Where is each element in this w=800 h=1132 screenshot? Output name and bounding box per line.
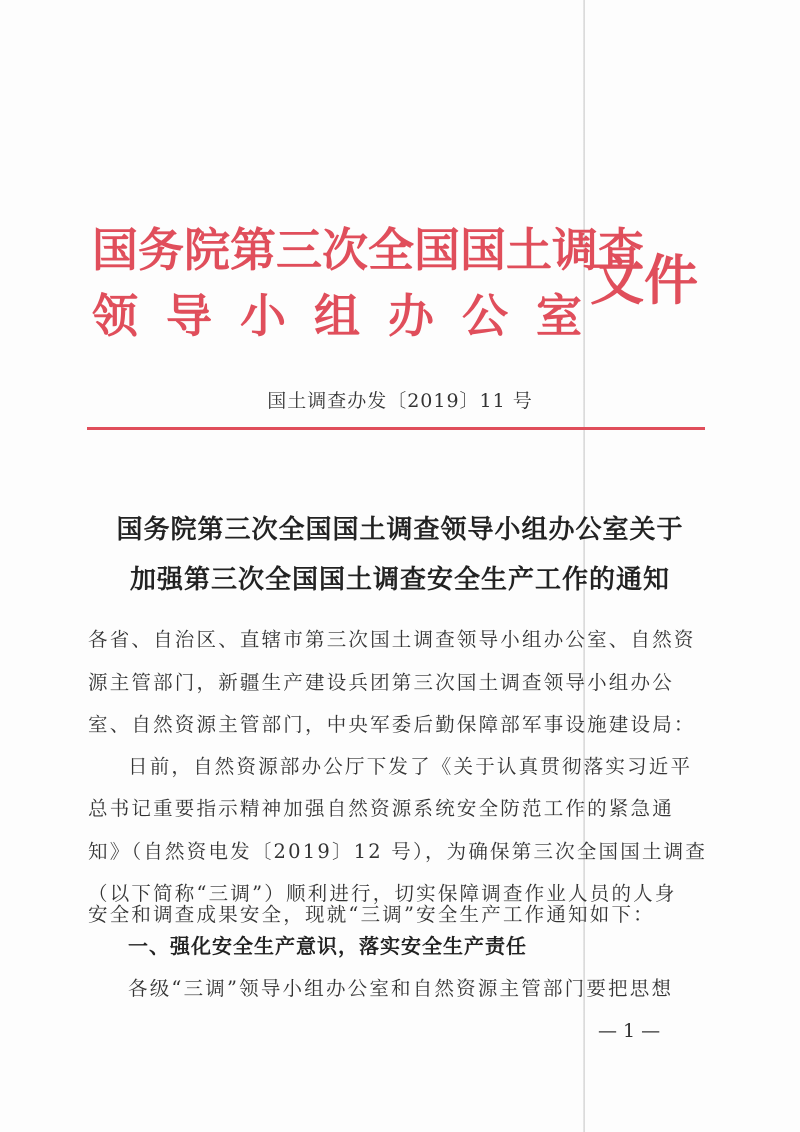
header-doc-word: 文件 [590,248,698,312]
document-title-line1: 国务院第三次全国国土调查领导小组办公室关于 [116,515,684,545]
body-line: （以下简称“三调”）顺利进行，切实保障调查作业人员的人身 [88,882,677,905]
body-line: 知》（自然资电发〔2019〕12 号），为确保第三次全国国土调查 [88,840,708,863]
body-line: 日前，自然资源部办公厅下发了《关于认真贯彻落实习近平 [128,755,693,778]
body-line: 源主管部门，新疆生产建设兵团第三次国土调查领导小组办公 [88,671,674,694]
page-number: — 1 — [598,1020,661,1042]
section-heading: 一、强化安全生产意识，落实安全生产责任 [128,934,527,958]
header-org-line2: 领导小组办公室 [92,289,610,343]
body-line: 安全和调查成果安全，现就“三调”安全生产工作通知如下： [88,903,655,926]
header-org-line1: 国务院第三次全国国土调查 [92,223,644,277]
body-line: 各级“三调”领导小组办公室和自然资源主管部门要把思想 [128,977,674,1000]
red-divider-line [87,427,705,430]
body-line: 各省、自治区、直辖市第三次国土调查领导小组办公室、自然资 [88,628,696,651]
document-title-line2: 加强第三次全国国土调查安全生产工作的通知 [129,565,670,595]
body-line: 总书记重要指示精神加强自然资源系统安全防范工作的紧急通 [88,797,674,820]
body-line: 室、自然资源主管部门，中央军委后勤保障部军事设施建设局： [88,713,696,736]
document-number: 国土调查办发〔2019〕11 号 [267,390,533,412]
